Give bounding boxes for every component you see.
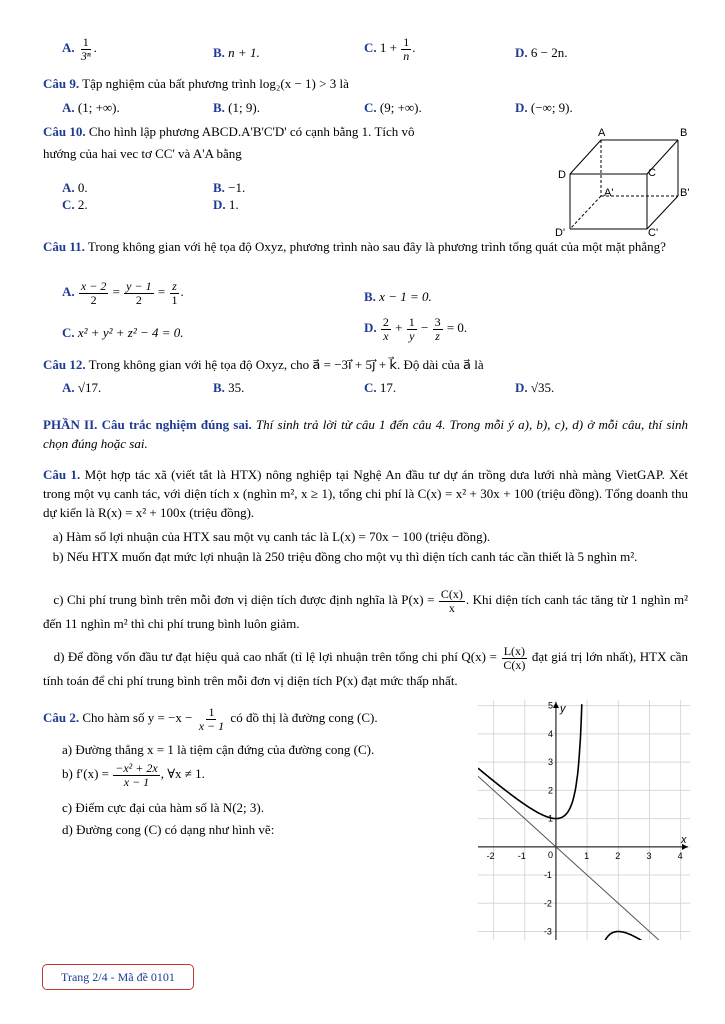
curve-branch-right (598, 932, 680, 941)
q9-option-a: A. (1; +∞). (62, 100, 120, 115)
y-tick-label: 1 (547, 813, 553, 824)
q12-option-a: A. √17. (62, 380, 102, 395)
q11-option-b: B. x − 1 = 0. (364, 289, 432, 304)
q10-option-a: A. 0. (62, 180, 88, 195)
cube-label-B1: B' (680, 187, 690, 199)
p2q2-item-c: c) Điểm cực đại của hàm số là N(2; 3). (62, 800, 264, 815)
p2q2-item-d: d) Đường cong (C) có dạng như hình vẽ: (62, 822, 275, 837)
y-axis-label: y (559, 703, 566, 715)
q12-option-b: B. 35. (213, 380, 245, 395)
y-axis-arrow (553, 702, 559, 708)
y-tick-label: 4 (547, 728, 553, 739)
x-tick-label: -2 (486, 850, 495, 861)
x-tick-label: 2 (615, 850, 621, 861)
page-footer: Trang 2/4 - Mã đề 0101 (42, 964, 194, 990)
graph-grid (478, 700, 690, 940)
curve-graph (478, 700, 690, 940)
y-tick-label: -1 (543, 870, 552, 881)
x-tick-label: 3 (646, 850, 652, 861)
x-axis-label: x (681, 833, 687, 846)
q10-option-b: B. −1. (213, 180, 246, 195)
q11-option-a: A. $\frac{x - 2}{2}$ = $\frac{y - 1}{2}$ = $\frac{z}{1}$ . (62, 279, 184, 307)
p2q2-item-a: a) Đường thẳng x = 1 là tiệm cận đứng của đường cong (C). (62, 742, 375, 757)
q9-option-d: D. (−∞; 9). (515, 100, 573, 115)
p2q2-intro: Câu 2. Cho hàm số y = −x − $\frac{1}{x - 1}$ có đồ thị là đường cong (C). (43, 705, 378, 733)
q8-option-d: D. 6 − 2n. (515, 45, 568, 60)
p2q2-item-b: b) f′(x) = $\frac{\text{−x² + 2x}}{x - 1}$ , ∀x ≠ 1. (62, 761, 205, 789)
q10-option-c: C. 2. (62, 197, 88, 212)
p2q1-item-c: c) Chi phí trung bình trên mỗi đơn vị diện tích được định nghĩa là P(x) = $\frac{C(x)}{x}$ . Khi diện tích canh tác tăng từ 1 nghìn m² đến 11 nghìn m² thì chi phí trung bình luôn giảm. (43, 587, 688, 632)
cube-label-A: A (598, 127, 606, 139)
cube-label-D: D (558, 169, 566, 181)
q8-option-c: C. 1 + $\frac{1}{n}$ . (364, 35, 416, 63)
x-tick-label: 1 (584, 850, 590, 861)
x-tick-label: -1 (517, 850, 526, 861)
x-tick-label: 4 (677, 850, 683, 861)
q11-option-c: C. x² + y² + z² − 4 = 0. (62, 325, 184, 340)
origin-label: 0 (547, 849, 553, 860)
q9-option-c: C. (9; +∞). (364, 100, 422, 115)
p2q1-item-d: d) Để đồng vốn đầu tư đạt hiệu quả cao nhất (tỉ lệ lợi nhuận trên tổng chi phí Q(x) = $\frac{L(x)}{C(x)}$ đạt giá trị lớn nhất), HTX cần tính toán để chi phí trung bình trên mỗi đơn vị diện tích P(x) đạt mức thấp nhất. (43, 644, 689, 689)
cube-label-B: B (680, 127, 688, 139)
part2-heading: PHẦN II. Câu trắc nghiệm đúng sai. Thí sinh trả lời từ câu 1 đến câu 4. Trong mỗi ý a), b), c), d) ở mỗi câu, thí sinh chọn đúng hoặc sai. (43, 417, 689, 451)
graph-axes (478, 702, 688, 940)
y-tick-label: 2 (547, 785, 553, 796)
cube-label-C1: C' (648, 227, 659, 239)
y-tick-label: 5 (547, 700, 553, 711)
q10-option-d: D. 1. (213, 197, 239, 212)
y-tick-label: 3 (547, 757, 553, 768)
q10-stem-line2: hướng của hai vec tơ CC' và A'A bằng (43, 146, 242, 161)
q8-option-b: B. n + 1. (213, 45, 260, 60)
q10-stem-line1: Câu 10. Cho hình lập phương ABCD.A'B'C'D' có cạnh bằng 1. Tích vô (43, 124, 415, 139)
cube-figure (550, 124, 695, 239)
y-tick-label: -3 (543, 926, 552, 937)
q9-option-b: B. (1; 9). (213, 100, 260, 115)
q11-stem: Câu 11. Trong không gian với hệ tọa độ Oxyz, phương trình nào sau đây là phương trình tổng quát của một mặt phẳng? (43, 239, 666, 254)
p2q1-intro: Câu 1. Một hợp tác xã (viết tắt là HTX) nông nghiệp tại Nghệ An đầu tư dự án trồng dưa lưới nhà màng VietGAP. Xét trong một vụ canh tác, với diện tích x (nghìn m², x ≥ 1), tổng chi phí là C(x) = x² + 30x + 100 (triệu đồng). Tổng doanh thu dự kiến là R(x) = x² + 100x (triệu đồng). (43, 467, 689, 520)
q12-option-c: C. 17. (364, 380, 397, 395)
q11-option-d: D. $\frac{2}{x}$ + $\frac{1}{y}$ − $\frac{3}{z}$ = 0. (364, 315, 468, 343)
q9-stem: Câu 9. Tập nghiệm của bất phương trình log₂(x − 1) > 3 là (43, 76, 349, 91)
p2q1-item-a: a) Hàm số lợi nhuận của HTX sau một vụ canh tác là L(x) = 70x − 100 (triệu đồng). (52, 529, 491, 544)
cube-label-A1: A' (604, 187, 614, 199)
q12-stem: Câu 12. Trong không gian với hệ tọa độ Oxyz, cho a⃗ = −3i⃗ + 5j⃗ + k⃗. Độ dài của a⃗ là (43, 357, 484, 372)
q12-option-d: D. √35. (515, 380, 555, 395)
cube-label-D1: D' (555, 227, 566, 239)
p2q1-item-b: b) Nếu HTX muốn đạt mức lợi nhuận là 250 triệu đồng cho một vụ thì diện tích canh tác cần thiết là 5 nghìn m². (52, 549, 638, 564)
cube-label-C: C (648, 167, 656, 179)
y-tick-label: -2 (543, 898, 552, 909)
q8-option-a: A. $\frac{1}{\text{3ⁿ}}$ . (62, 35, 97, 63)
